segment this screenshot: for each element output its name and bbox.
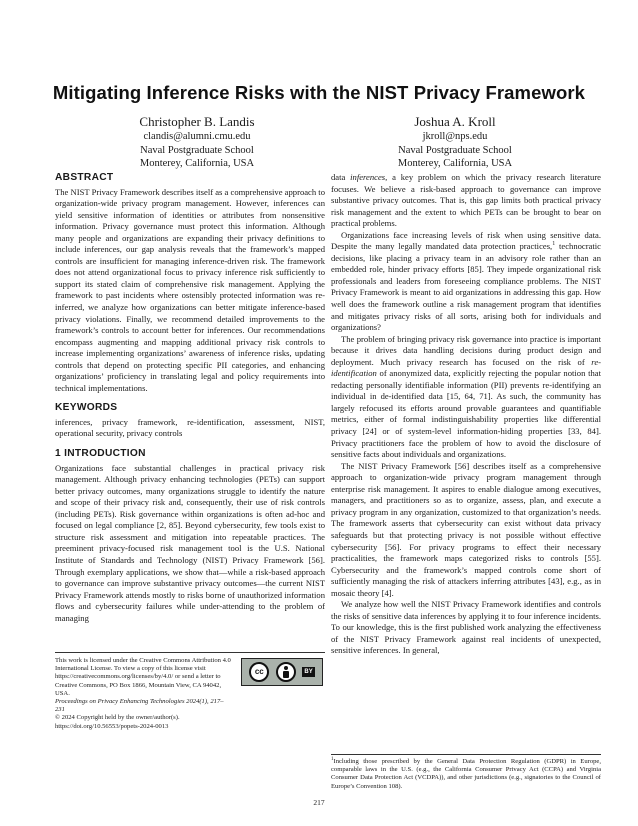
author-name: Joshua A. Kroll <box>414 114 496 129</box>
right-column <box>331 172 601 657</box>
author-location: Monterey, California, USA <box>397 158 513 169</box>
doi-link[interactable]: https://doi.org/10.56553/popets-2024-0013 <box>55 722 169 730</box>
introduction-heading: 1 INTRODUCTION <box>55 448 146 460</box>
license-notice <box>55 652 325 731</box>
keywords-text: inferences, privacy framework, re-identification, assessment, NIST, operational security, privacy controls <box>55 416 325 439</box>
body-paragraph: Organizations face increasing levels of risk when using sensitive data. Despite the many legally mandated data protection practices,$^1$ technocratic decisions, like placing a privacy team in an advisory role rather than an embedded role, hinder privacy efforts [85]. They impede organizational risk professionals and leaders from foreseeing compliance problems. The NIST Privacy Framework is meant to aid organizations in addressing this gap. How well does the framework outline a risk management program that identifies and mitigates privacy risks of all sorts, arising both for individuals and organizations? <box>331 229 601 333</box>
footnote-text: Including those prescribed by the General Data Protection Regulation (GDPR) in Europe, comparable laws in the U.S. (e.g., the California Consumer Privacy Act (CCPA) and Virginia Consumer Data Protection Act (VCDPA)), and other jurisdictions (e.g., signatories to the Council of Europe’s Convention 108). <box>331 758 601 790</box>
footnote-mark: 1 <box>331 756 334 762</box>
body-paragraph: The NIST Privacy Framework [56] describes itself as a comprehensive approach to organization-wide privacy program management through enterprise risk management. It aspires to enable dialogue among executives, managers, and practitioners so as to organize, assess, plan, and execute a privacy program in any organization, customized to that organization’s needs. The framework asserts that cybersecurity can exist without data privacy safeguards but that protecting privacy is not possible without effective cybersecurity [56]. For privacy programs to effect their necessary practicalities, the framework maps categorized risks to controls [55]. Cybersecurity and the framework’s mapped controls come short of sufficiently managing the risk of attackers inferring attributes [43], e.g., as in mosaic theory [4]. <box>331 460 601 598</box>
attribution-person-icon <box>276 662 296 682</box>
author-email: jkroll@nps.edu <box>422 131 488 142</box>
abstract-text: The NIST Privacy Framework describes itself as a comprehensive approach to organization-wide privacy program management. However, inferences can yield sensitive information of identities or attributes from nonsensitive information. Privacy governance must protect this information. Although many people and organizations are expanding their privacy definitions to include inferences, our gap analysis reveals that the framework’s mapped controls are insufficient for managing inference-driven risk. The framework does not attend organizational focus to privacy inference risk sufficiently to support its stated claim of comprehensive risk management. Applying the framework to past incidents where ostensibly protected information was re-inferred, we analyze how organizations can better mitigate inference-based privacy violations. Finally, we recommend detailed improvements to the framework’s controls to account better for inferences. Our recommendations encompass augmenting and mapping additional privacy risk controls to increase implementing organizations’ awareness of inference risks, updating controls that depend on protecting specific PII categories, and enhancing organizations’ proficiency in translating legal and policy requirements into technical implementations. <box>55 186 325 393</box>
license-text: This work is licensed under the Creative Commons Attribution 4.0 International License. To view a copy of this license visit https://creativecommons.org/licenses/by/4.0/ or send a letter to Creative Commons, PO Box 1866, Mountain View, CA 94042, USA. <box>55 657 231 697</box>
proceedings-citation: Proceedings on Privacy Enhancing Technologies 2024(1), 217–231 <box>55 698 224 714</box>
author-location: Monterey, California, USA <box>139 158 255 169</box>
footnote-ref[interactable]: 1 <box>552 241 556 248</box>
introduction-paragraph: Organizations face substantial challenges in practical privacy risk management. Although privacy enhancing technologies (PETs) can support better privacy outcomes, many organizations struggle to identify the nature and scope of their privacy risk and, consequently, their use of risk controls (including PETs). Risk governance within organizations is often ad-hoc and focused on legal compliance [2, 85]. Beyond cybersecurity, few tools exist to structure risk assessment and mitigation into repeatable practices. The preeminent privacy-focused risk management tool is the U.S. National Institute of Standards and Technology (NIST) Privacy Framework [56]. Through exemplary applications, we show that—while a risk-based approach to governance can improve substantive privacy outcomes—the current NIST Privacy Framework attends mostly to risks borne of unauthorized information flows and cybersecurity failures while under-attending to the problem of managing <box>55 462 325 623</box>
body-paragraph: data inferences, a key problem on which the privacy research literature focuses. We believe a risk-based approach to governance can improve substantive privacy outcomes. That is, this gap limits both practical privacy risk management and the extent to which PETs can be brought to bear on practical problems. <box>331 172 601 229</box>
creative-commons-icon: cc <box>249 662 269 682</box>
left-column <box>55 172 325 624</box>
author-name: Christopher B. Landis <box>139 114 255 129</box>
body-paragraph: The problem of bringing privacy risk governance into practice is important because it drives data handling decisions during product design and deployment. Much privacy research has focused on the risk of re-identification of anonymized data, explicitly rejecting the popular notion that redacting personally identifiable information (PII) prevents re-identifying an individual in de-identified data [15, 64, 71]. As such, the community has largely refocused its efforts around provable guarantees and quantifiable metrics, either of formal indistinguishability properties like differential privacy [24] or of system-level information-hiding properties [33, 84]. Privacy practitioners face the problem of how to avoid the disclosure of sensitive facts about individuals and organizations. <box>331 333 601 460</box>
page-number: 217 <box>313 798 325 807</box>
author-affiliation: Naval Postgraduate School <box>398 144 512 156</box>
copyright-line: © 2024 Copyright held by the owner/author(s). <box>55 714 180 722</box>
author-email: clandis@alumni.cmu.edu <box>143 131 251 142</box>
footnote <box>331 754 601 791</box>
author-block-1 <box>72 114 322 171</box>
cc-by-license-badge[interactable] <box>241 658 323 686</box>
cc-by-label: BY <box>302 667 314 677</box>
keywords-heading: KEYWORDS <box>55 402 118 414</box>
author-affiliation: Naval Postgraduate School <box>140 144 254 156</box>
body-paragraph: We analyze how well the NIST Privacy Framework identifies and controls the risks of sensitive data inferences by applying it to four inference incidents. To our knowledge, this is the first published work analyzing the effectiveness of the NIST Privacy Framework against real incidents of unexpected, sensitive inferences. In general, <box>331 599 601 656</box>
author-block-2 <box>330 114 580 171</box>
abstract-heading: ABSTRACT <box>55 172 114 183</box>
paper-title: Mitigating Inference Risks with the NIST Privacy Framework <box>52 82 586 103</box>
